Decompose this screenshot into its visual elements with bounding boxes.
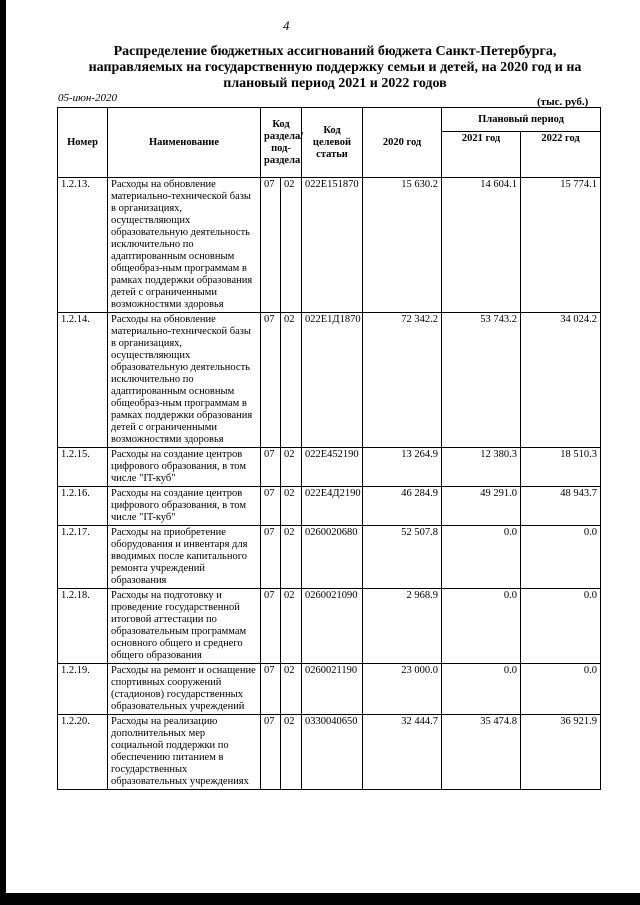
cell-name: Расходы на создание центров цифрового образования, в том числе "IT-куб" [108,448,261,487]
page-number: 4 [283,18,290,33]
cell-target-code: 022E452190 [302,448,363,487]
cell-2022: 34 024.2 [521,313,601,448]
cell-section: 07 [261,313,281,448]
cell-2020: 13 264.9 [363,448,442,487]
cell-subsection: 02 [281,487,302,526]
cell-target-code: 0260021090 [302,589,363,664]
cell-2021: 0.0 [442,589,521,664]
cell-2020: 32 444.7 [363,715,442,790]
cell-2022: 0.0 [521,664,601,715]
cell-number: 1.2.20. [58,715,108,790]
cell-number: 1.2.14. [58,313,108,448]
cell-target-code: 0330040650 [302,715,363,790]
cell-name: Расходы на подготовку и проведение государственной итоговой аттестации по образовательным программам основного общего и среднего общего образования [108,589,261,664]
table-row [58,664,601,715]
cell-target-code: 0260020680 [302,526,363,589]
table-row [58,487,601,526]
header-name: Наименование [108,108,261,178]
cell-target-code: 0260021190 [302,664,363,715]
cell-number: 1.2.19. [58,664,108,715]
cell-2020: 46 284.9 [363,487,442,526]
cell-number: 1.2.15. [58,448,108,487]
cell-2022: 0.0 [521,589,601,664]
cell-2020: 15 630.2 [363,178,442,313]
header-section-code: Код раздела/ под-раздела [261,108,302,178]
cell-2022: 0.0 [521,526,601,589]
cell-subsection: 02 [281,313,302,448]
table-row [58,448,601,487]
cell-subsection: 02 [281,715,302,790]
cell-name: Расходы на реализацию дополнительных мер социальной поддержки по обеспечению питанием в государственных образовательных учреждениях [108,715,261,790]
cell-target-code: 022E1Д1870 [302,313,363,448]
cell-section: 07 [261,487,281,526]
cell-2022: 36 921.9 [521,715,601,790]
header-target-code: Код целевой статьи [302,108,363,178]
unit-label: (тыс. руб.) [537,96,589,108]
cell-2021: 14 604.1 [442,178,521,313]
table-row [58,526,601,589]
cell-subsection: 02 [281,448,302,487]
cell-name: Расходы на создание центров цифрового образования, в том числе "IT-куб" [108,487,261,526]
cell-number: 1.2.16. [58,487,108,526]
table-row [58,589,601,664]
scan-border-bottom [0,893,640,905]
cell-2020: 52 507.8 [363,526,442,589]
cell-subsection: 02 [281,589,302,664]
cell-number: 1.2.17. [58,526,108,589]
document-date: 05-июн-2020 [58,92,118,104]
cell-2021: 35 474.8 [442,715,521,790]
cell-subsection: 02 [281,664,302,715]
scan-border-left [0,0,6,905]
table-row [58,715,601,790]
cell-section: 07 [261,664,281,715]
header-planned-period: Плановый период [442,108,601,132]
cell-section: 07 [261,448,281,487]
cell-name: Расходы на ремонт и оснащение спортивных сооружений (стадионов) государственных образовательных учреждений [108,664,261,715]
header-year-2020: 2020 год [363,108,442,178]
cell-2021: 0.0 [442,526,521,589]
cell-section: 07 [261,526,281,589]
header-year-2021: 2021 год [442,132,521,178]
cell-2020: 2 968.9 [363,589,442,664]
document-title: Распределение бюджетных ассигнований бюджета Санкт-Петербурга, направляемых на государственную поддержку семьи и детей, на 2020 год и на плановый период 2021 и 2022 годов [88,44,582,91]
cell-name: Расходы на обновление материально-технической базы в организациях, осуществляющих образовательную деятельность исключительно по адаптированным основным общеобраз-ным программам в рамках поддержки образования детей с ограниченными возможностями здоровья [108,313,261,448]
cell-name: Расходы на приобретение оборудования и инвентаря для вводимых после капитального ремонта учреждений образования [108,526,261,589]
cell-2021: 49 291.0 [442,487,521,526]
table-row [58,313,601,448]
cell-section: 07 [261,178,281,313]
cell-2020: 23 000.0 [363,664,442,715]
cell-target-code: 022E4Д2190 [302,487,363,526]
cell-subsection: 02 [281,178,302,313]
cell-number: 1.2.13. [58,178,108,313]
cell-2020: 72 342.2 [363,313,442,448]
cell-2021: 53 743.2 [442,313,521,448]
cell-target-code: 022E151870 [302,178,363,313]
cell-2022: 15 774.1 [521,178,601,313]
budget-table [57,107,601,790]
cell-subsection: 02 [281,526,302,589]
header-year-2022: 2022 год [521,132,601,178]
cell-2021: 0.0 [442,664,521,715]
cell-name: Расходы на обновление материально-технической базы в организациях, осуществляющих образовательную деятельность исключительно по адаптированным основным общеобраз-ным программам в рамках поддержки образования детей с ограниченными возможностями здоровья [108,178,261,313]
header-number: Номер [58,108,108,178]
cell-section: 07 [261,589,281,664]
cell-2021: 12 380.3 [442,448,521,487]
cell-2022: 48 943.7 [521,487,601,526]
cell-2022: 18 510.3 [521,448,601,487]
cell-number: 1.2.18. [58,589,108,664]
table-row [58,178,601,313]
cell-section: 07 [261,715,281,790]
